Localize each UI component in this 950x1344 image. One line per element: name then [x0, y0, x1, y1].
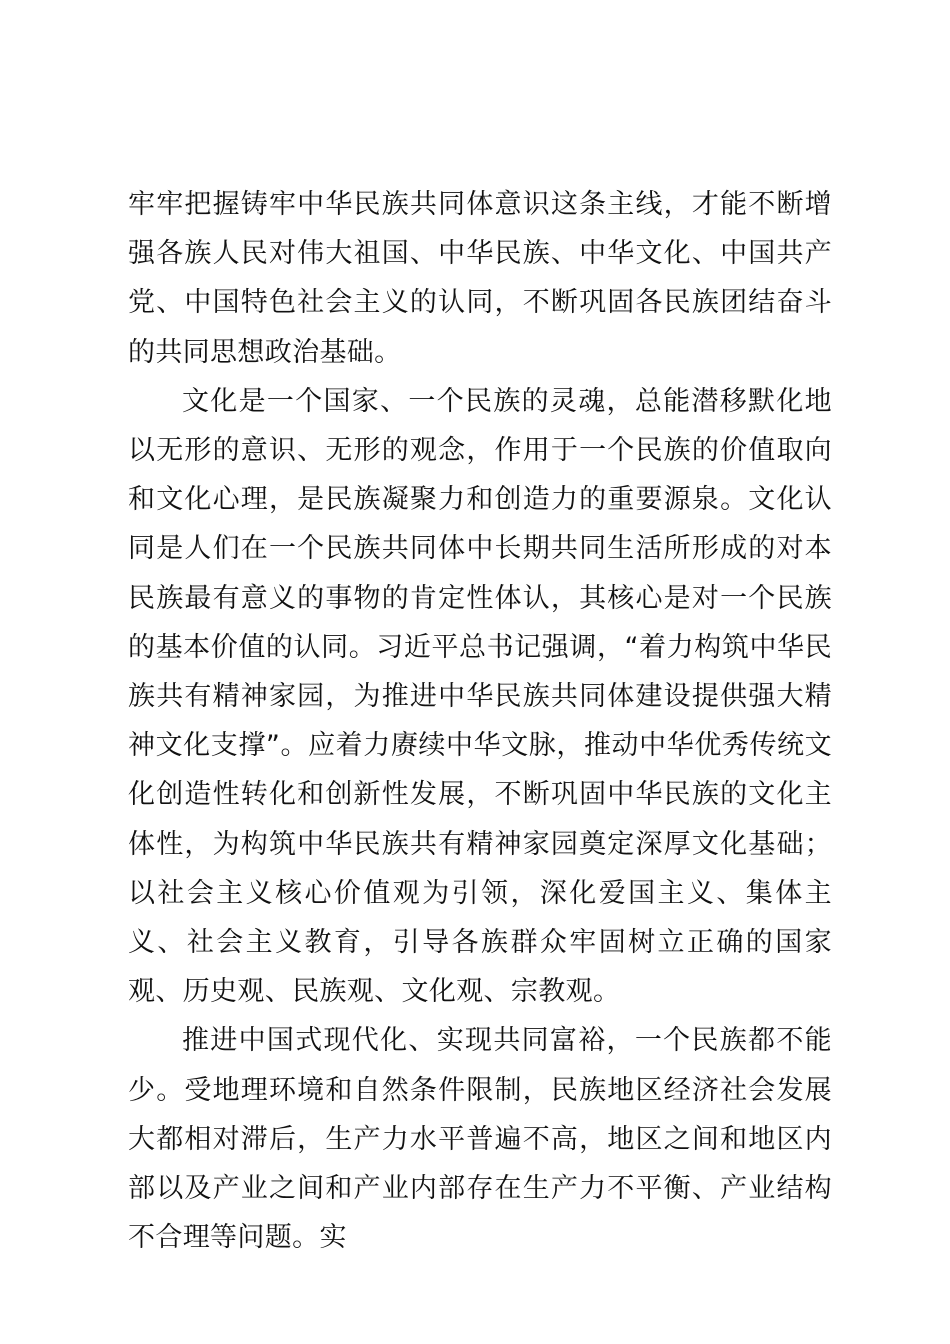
document-body — [128, 180, 832, 1262]
paragraph-1: 牢牢把握铸牢中华民族共同体意识这条主线，才能不断增强各族人民对伟大祖国、中华民族、中华文化、中国共产党、中国特色社会主义的认同，不断巩固各民族团结奋斗的共同思想政治基础。 — [128, 189, 832, 368]
paragraph-3: 推进中国式现代化、实现共同富裕，一个民族都不能少。受地理环境和自然条件限制，民族地区经济社会发展大都相对滞后，生产力水平普遍不高，地区之间和地区内部以及产业之间和产业内部存在生产力不平衡、产业结构不合理等问题。实 — [128, 1025, 832, 1254]
paragraph-2: 文化是一个国家、一个民族的灵魂，总能潜移默化地以无形的意识、无形的观念，作用于一个民族的价值取向和文化心理，是民族凝聚力和创造力的重要源泉。文化认同是人们在一个民族共同体中长期共同生活所形成的对本民族最有意义的事物的肯定性体认，其核心是对一个民族的基本价值的认同。习近平总书记强调，“着力构筑中华民族共有精神家园，为推进中华民族共同体建设提供强大精神文化支撑”。应着力赓续中华文脉，推动中华优秀传统文化创造性转化和创新性发展，不断巩固中华民族的文化主体性，为构筑中华民族共有精神家园奠定深厚文化基础；以社会主义核心价值观为引领，深化爱国主义、集体主义、社会主义教育，引导各族群众牢固树立正确的国家观、历史观、民族观、文化观、宗教观。 — [128, 385, 832, 1008]
